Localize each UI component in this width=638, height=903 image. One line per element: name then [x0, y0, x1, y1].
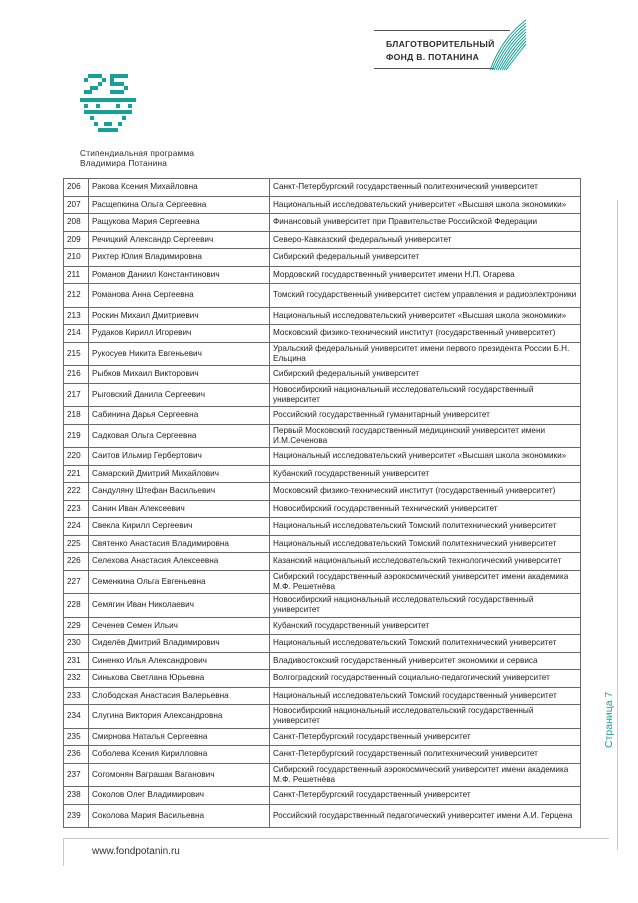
- university-cell: Национальный исследовательский университет «Высшая школа экономики»: [270, 307, 581, 325]
- university-cell: Российский государственный педагогический университет имени А.И. Герцена: [270, 804, 581, 828]
- university-cell: Московский физико-технический институт (государственный университет): [270, 325, 581, 343]
- table-row: [64, 214, 581, 232]
- fund-name-line2: ФОНД В. ПОТАНИНА: [386, 52, 480, 62]
- scholar-name-cell: Семенкина Ольга Евгеньевна: [89, 570, 270, 594]
- scholar-name-cell: Рыбков Михаил Викторович: [89, 366, 270, 384]
- university-cell: Северо-Кавказский федеральный университет: [270, 231, 581, 249]
- university-cell: Национальный исследовательский Томский политехнический университет: [270, 635, 581, 653]
- page-number: Страница 7: [603, 691, 615, 748]
- university-cell: Сибирский федеральный университет: [270, 366, 581, 384]
- scholar-name-cell: Санин Иван Алексеевич: [89, 500, 270, 518]
- university-cell: Московский физико-технический институт (государственный университет): [270, 483, 581, 501]
- scholar-name-cell: Речицкий Александр Сергеевич: [89, 231, 270, 249]
- row-number-cell: 231: [64, 652, 89, 670]
- row-number-cell: 235: [64, 728, 89, 746]
- row-number-cell: 212: [64, 284, 89, 308]
- university-cell: Новосибирский национальный исследовательский государственный университет: [270, 383, 581, 407]
- scholar-name-cell: Селехова Анастасия Алексеевна: [89, 553, 270, 571]
- scholar-name-cell: Сиделёв Дмитрий Владимирович: [89, 635, 270, 653]
- scholar-name-cell: Сандуляну Штефан Васильевич: [89, 483, 270, 501]
- scholar-name-cell: Рукосуев Никита Евгеньевич: [89, 342, 270, 366]
- row-number-cell: 225: [64, 535, 89, 553]
- university-cell: Национальный исследовательский Томский политехнический университет: [270, 535, 581, 553]
- scholar-name-cell: Саитов Ильмир Гербертович: [89, 448, 270, 466]
- program-title-line2: Владимира Потанина: [80, 158, 168, 168]
- scholar-name-cell: Слободская Анастасия Валерьевна: [89, 687, 270, 705]
- table-row: [64, 652, 581, 670]
- table-row: [64, 705, 581, 729]
- table-row: [64, 594, 581, 618]
- table-row: [64, 728, 581, 746]
- row-number-cell: 218: [64, 407, 89, 425]
- table-row: [64, 500, 581, 518]
- row-number-cell: 229: [64, 617, 89, 635]
- table-row: [64, 617, 581, 635]
- university-cell: Санкт-Петербургский государственный университет: [270, 787, 581, 805]
- table-row: [64, 179, 581, 197]
- row-number-cell: 237: [64, 763, 89, 787]
- row-number-cell: 216: [64, 366, 89, 384]
- row-number-cell: 227: [64, 570, 89, 594]
- scholar-name-cell: Семягин Иван Николаевич: [89, 594, 270, 618]
- table-row: [64, 342, 581, 366]
- footer-rule: [63, 838, 609, 839]
- scholar-name-cell: Согомонян Ваграшак Ваганович: [89, 763, 270, 787]
- row-number-cell: 233: [64, 687, 89, 705]
- scholar-name-cell: Роскин Михаил Дмитриевич: [89, 307, 270, 325]
- fund-name: [386, 38, 495, 64]
- scholar-name-cell: Рыговский Данила Сергеевич: [89, 383, 270, 407]
- scholar-name-cell: Ращукова Мария Сергеевна: [89, 214, 270, 232]
- table-row: [64, 424, 581, 448]
- fund-name-line1: БЛАГОТВОРИТЕЛЬНЫЙ: [386, 39, 495, 49]
- table-row: [64, 284, 581, 308]
- university-cell: Санкт-Петербургский государственный политехнический университет: [270, 179, 581, 197]
- table-row: [64, 670, 581, 688]
- table-row: [64, 231, 581, 249]
- table-row: [64, 518, 581, 536]
- row-number-cell: 215: [64, 342, 89, 366]
- row-number-cell: 217: [64, 383, 89, 407]
- table-row: [64, 366, 581, 384]
- university-cell: Национальный исследовательский Томский политехнический университет: [270, 518, 581, 536]
- row-number-cell: 214: [64, 325, 89, 343]
- table-row: [64, 483, 581, 501]
- university-cell: Волгоградский государственный социально-педагогический университет: [270, 670, 581, 688]
- scholar-name-cell: Садковая Ольга Сергеевна: [89, 424, 270, 448]
- row-number-cell: 236: [64, 746, 89, 764]
- university-cell: Новосибирский национальный исследовательский государственный университет: [270, 705, 581, 729]
- university-cell: Сибирский федеральный университет: [270, 249, 581, 267]
- table-row: [64, 266, 581, 284]
- footer-rule-tick: [63, 838, 64, 866]
- fund-fan-logo-icon: [488, 18, 528, 72]
- scholars-table-body: [64, 179, 581, 828]
- table-row: [64, 746, 581, 764]
- table-row: [64, 535, 581, 553]
- table-row: [64, 407, 581, 425]
- scholar-name-cell: Романов Даниил Константинович: [89, 266, 270, 284]
- row-number-cell: 210: [64, 249, 89, 267]
- university-cell: Национальный исследовательский университет «Высшая школа экономики»: [270, 448, 581, 466]
- university-cell: Национальный исследовательский Томский государственный университет: [270, 687, 581, 705]
- table-row: [64, 249, 581, 267]
- scholar-name-cell: Расщепкина Ольга Сергеевна: [89, 196, 270, 214]
- university-cell: Новосибирский национальный исследовательский государственный университет: [270, 594, 581, 618]
- program-title-line1: Стипендиальная программа: [80, 148, 195, 158]
- row-number-cell: 239: [64, 804, 89, 828]
- scholar-name-cell: Слугина Виктория Александровна: [89, 705, 270, 729]
- university-cell: Мордовский государственный университет имени Н.П. Огарева: [270, 266, 581, 284]
- scholar-name-cell: Рихтер Юлия Владимировна: [89, 249, 270, 267]
- row-number-cell: 208: [64, 214, 89, 232]
- program-title: [80, 148, 194, 168]
- scholar-name-cell: Синенко Илья Александрович: [89, 652, 270, 670]
- university-cell: Национальный исследовательский университет «Высшая школа экономики»: [270, 196, 581, 214]
- university-cell: Сибирский государственный аэрокосмический университет имени академика М.Ф. Решетнёва: [270, 763, 581, 787]
- scholar-name-cell: Синькова Светлана Юрьевна: [89, 670, 270, 688]
- university-cell: Сибирский государственный аэрокосмический университет имени академика М.Ф. Решетнёва: [270, 570, 581, 594]
- scholar-name-cell: Соболева Ксения Кирилловна: [89, 746, 270, 764]
- footer-url[interactable]: www.fondpotanin.ru: [92, 846, 180, 857]
- university-cell: Санкт-Петербургский государственный университет: [270, 728, 581, 746]
- university-cell: Кубанский государственный университет: [270, 465, 581, 483]
- table-row: [64, 787, 581, 805]
- scholar-name-cell: Самарский Дмитрий Михайлович: [89, 465, 270, 483]
- table-row: [64, 448, 581, 466]
- scholar-name-cell: Сеченев Семен Ильич: [89, 617, 270, 635]
- table-row: [64, 307, 581, 325]
- row-number-cell: 223: [64, 500, 89, 518]
- scholar-name-cell: Романова Анна Сергеевна: [89, 284, 270, 308]
- university-cell: Российский государственный гуманитарный университет: [270, 407, 581, 425]
- row-number-cell: 226: [64, 553, 89, 571]
- row-number-cell: 221: [64, 465, 89, 483]
- row-number-cell: 220: [64, 448, 89, 466]
- row-number-cell: 213: [64, 307, 89, 325]
- university-cell: Первый Московский государственный медицинский университет имени И.М.Сеченова: [270, 424, 581, 448]
- table-row: [64, 687, 581, 705]
- university-cell: Томский государственный университет систем управления и радиоэлектроники: [270, 284, 581, 308]
- university-cell: Владивостокский государственный университет экономики и сервиса: [270, 652, 581, 670]
- program-logo-icon: [80, 74, 136, 134]
- scholar-name-cell: Соколова Мария Васильевна: [89, 804, 270, 828]
- row-number-cell: 206: [64, 179, 89, 197]
- university-cell: Новосибирский государственный технический университет: [270, 500, 581, 518]
- scholar-name-cell: Рудаков Кирилл Игоревич: [89, 325, 270, 343]
- university-cell: Уральский федеральный университет имени первого президента России Б.Н. Ельцина: [270, 342, 581, 366]
- table-row: [64, 763, 581, 787]
- row-number-cell: 224: [64, 518, 89, 536]
- row-number-cell: 230: [64, 635, 89, 653]
- scholar-name-cell: Святенко Анастасия Владимировна: [89, 535, 270, 553]
- row-number-cell: 219: [64, 424, 89, 448]
- row-number-cell: 209: [64, 231, 89, 249]
- right-margin-rule: [617, 200, 618, 850]
- scholars-table: [63, 178, 581, 828]
- row-number-cell: 232: [64, 670, 89, 688]
- scholar-name-cell: Ракова Ксения Михайловна: [89, 179, 270, 197]
- table-row: [64, 196, 581, 214]
- university-cell: Санкт-Петербургский государственный политехнический университет: [270, 746, 581, 764]
- table-row: [64, 570, 581, 594]
- table-row: [64, 804, 581, 828]
- table-row: [64, 325, 581, 343]
- university-cell: Казанский национальный исследовательский технологический университет: [270, 553, 581, 571]
- table-row: [64, 465, 581, 483]
- university-cell: Кубанский государственный университет: [270, 617, 581, 635]
- table-row: [64, 553, 581, 571]
- table-row: [64, 383, 581, 407]
- row-number-cell: 207: [64, 196, 89, 214]
- row-number-cell: 234: [64, 705, 89, 729]
- scholar-name-cell: Свекла Кирилл Сергеевич: [89, 518, 270, 536]
- row-number-cell: 228: [64, 594, 89, 618]
- row-number-cell: 211: [64, 266, 89, 284]
- university-cell: Финансовый университет при Правительстве Российской Федерации: [270, 214, 581, 232]
- row-number-cell: 238: [64, 787, 89, 805]
- scholar-name-cell: Сабинина Дарья Сергеевна: [89, 407, 270, 425]
- scholar-name-cell: Соколов Олег Владимирович: [89, 787, 270, 805]
- scholar-name-cell: Смирнова Наталья Сергеевна: [89, 728, 270, 746]
- table-row: [64, 635, 581, 653]
- row-number-cell: 222: [64, 483, 89, 501]
- fund-bottom-rule: [374, 68, 494, 69]
